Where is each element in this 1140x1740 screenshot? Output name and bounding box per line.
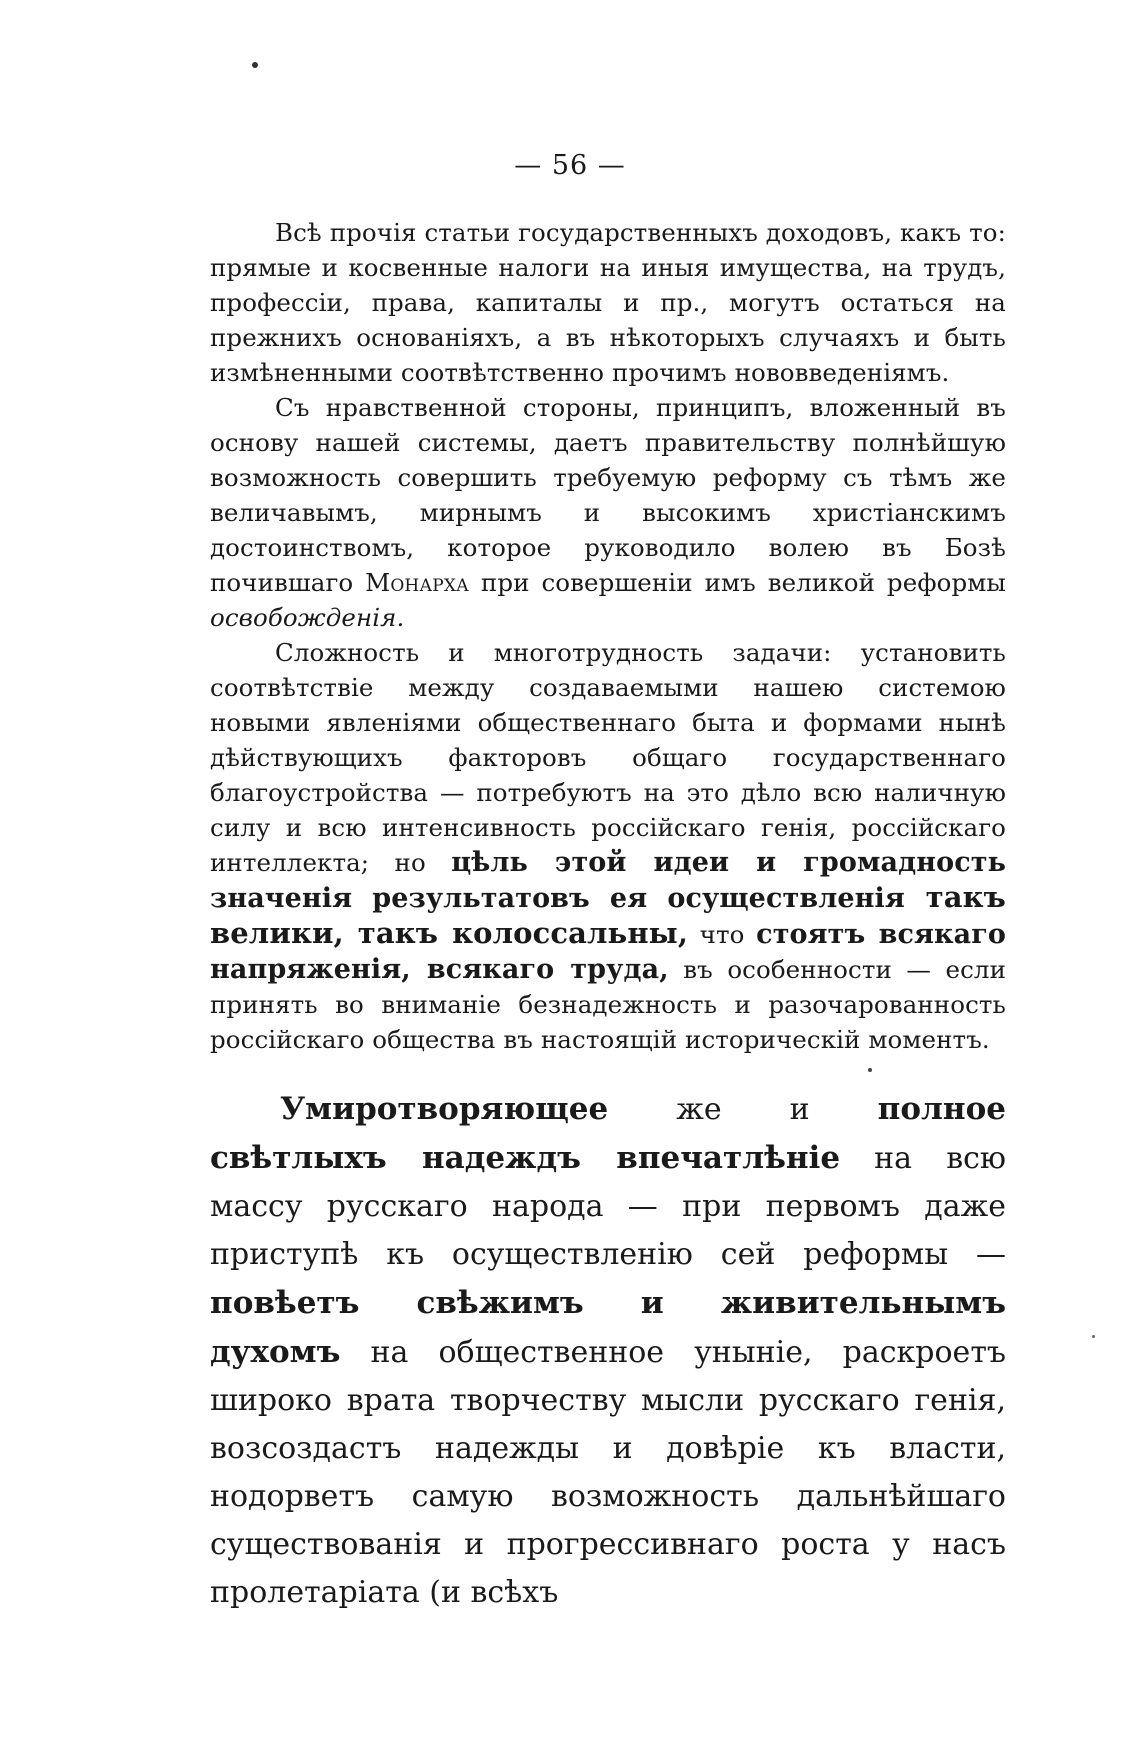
paragraph-4-text-mid: на всю массу русскаго народа — при первомъ даже приступѣ къ осуществленію сей реформы — — [210, 1141, 1006, 1272]
bold-phrase-colossal: такъ велики, такъ колоссальны, — [210, 880, 1007, 950]
page-body — [210, 215, 1006, 1647]
bold-phrase-fresh-spirit: повѣетъ свѣжимъ и живительнымъ духомъ — [210, 1285, 1006, 1370]
paragraph-1: Всѣ прочія статьи государственныхъ доходовъ, какъ то: прямые и косвенные налоги на иныя имущества, на трудъ, профессіи, права, капиталы и пр., могутъ остаться на прежнихъ основаніяхъ, а въ нѣкоторыхъ случаяхъ и быть измѣненными соотвѣтственно прочимъ нововведеніямъ. — [210, 218, 1006, 387]
bold-phrase-worth: стоятъ всякаго напряженія, всякаго труда, — [210, 919, 1006, 985]
paragraph-2-text: Съ нравственной стороны, принципъ, вложенный въ основу нашей системы, даетъ правительству полнѣйшую возможность совершить требуемую реформу съ тѣмъ же величавымъ, мирнымъ и высокимъ христіанскимъ достоинствомъ, которое руководило волею въ Бозѣ почившаго — [210, 393, 1006, 597]
paragraph-3-text: Сложность и многотрудность задачи: установить соотвѣтствіе между создаваемыми нашею системою новыми явленіями общественнаго быта и формами нынѣ дѣйствующихъ факторовъ общаго государственнаго благоустройства — потребуютъ на это дѣло всю наличную силу и всю интенсивность россійскаго генія, россійскаго интеллекта; но — [210, 638, 1006, 877]
italic-emancipation: освобожденія. — [210, 603, 405, 632]
bold-phrase-goal: цѣль этой идеи и громадность значенія результатовъ ея осуществленія — [210, 847, 1006, 914]
ink-speck — [1092, 1335, 1095, 1338]
paragraph-3-what: что — [688, 920, 757, 949]
paragraph-4-text: же и — [608, 1092, 878, 1127]
paragraph-3 — [210, 635, 1006, 1057]
bold-phrase-hopes: полное свѣтлыхъ надеждъ впечатлѣніе — [210, 1091, 1006, 1176]
monarch-word: Монарха — [365, 568, 470, 597]
paragraph-4 — [210, 1085, 1006, 1617]
paragraph-2-text-end: при совершеніи имъ великой реформы — [469, 568, 1006, 597]
paragraph-3-text-end: въ особенности — если принять во вниманіе безнадежность и разочарованность россійскаго общества въ настоящій историческій моментъ. — [210, 955, 1006, 1054]
page-number: — 56 — — [514, 150, 626, 181]
ink-speck — [252, 62, 258, 68]
paragraph-4-text-end: на общественное уныніе, раскроетъ широко врата творчеству мысли русскаго генія, возсоздастъ надежды и довѣріе къ власти, нодорветъ самую возможность дальнѣйшаго существованія и прогрессивнаго роста у насъ пролетаріата (и всѣхъ — [210, 1335, 1006, 1610]
paragraph-2 — [210, 390, 1006, 635]
bold-phrase-pacifying: Умиротворяющее — [280, 1091, 609, 1127]
